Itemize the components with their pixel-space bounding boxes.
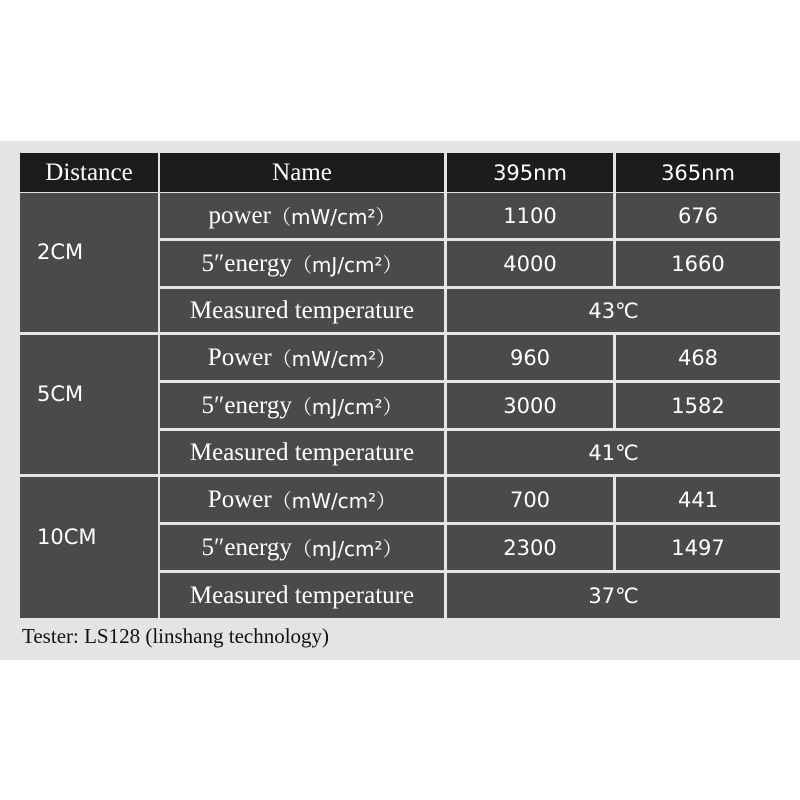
power-395-value: 1100 xyxy=(447,193,613,238)
energy-label-text: energy xyxy=(224,391,292,419)
power-label-text: Power xyxy=(207,343,272,371)
power-365-value: 676 xyxy=(616,193,780,238)
energy-label xyxy=(160,241,444,286)
energy-395-value: 2300 xyxy=(447,525,613,570)
distance-cell-2cm: 2CM xyxy=(20,193,158,332)
energy-label xyxy=(160,525,444,570)
header-distance: Distance xyxy=(20,153,158,192)
energy-395-value: 4000 xyxy=(447,241,613,286)
distance-cell-5cm: 5CM xyxy=(20,335,158,474)
power-395-value: 960 xyxy=(447,335,613,380)
power-label xyxy=(160,335,444,380)
energy-unit: （mJ/cm²） xyxy=(291,537,403,561)
temperature-value: 37℃ xyxy=(447,573,780,618)
power-365-value: 468 xyxy=(616,335,780,380)
distance-cell-10cm: 10CM xyxy=(20,477,158,618)
energy-prefix: 5″ xyxy=(201,391,225,419)
energy-unit: （mJ/cm²） xyxy=(291,253,403,277)
energy-label-text: energy xyxy=(224,533,292,561)
header-name: Name xyxy=(160,153,444,192)
header-395nm: 395nm xyxy=(447,153,613,192)
energy-365-value: 1660 xyxy=(616,241,780,286)
power-label xyxy=(160,193,444,238)
energy-365-value: 1497 xyxy=(616,525,780,570)
power-365-value: 441 xyxy=(616,477,780,522)
power-unit: （mW/cm²） xyxy=(270,205,396,229)
temperature-label: Measured temperature xyxy=(160,289,444,332)
temperature-label: Measured temperature xyxy=(160,573,444,618)
temperature-label: Measured temperature xyxy=(160,431,444,474)
header-365nm: 365nm xyxy=(616,153,780,192)
power-label-text: Power xyxy=(207,485,272,513)
energy-365-value: 1582 xyxy=(616,383,780,428)
energy-395-value: 3000 xyxy=(447,383,613,428)
temperature-value: 41℃ xyxy=(447,431,780,474)
energy-unit: （mJ/cm²） xyxy=(291,395,403,419)
power-395-value: 700 xyxy=(447,477,613,522)
tester-footnote: Tester: LS128 (linshang technology) xyxy=(22,624,330,648)
power-label-text: power xyxy=(208,201,271,229)
power-unit: （mW/cm²） xyxy=(271,489,397,513)
energy-label xyxy=(160,383,444,428)
power-label xyxy=(160,477,444,522)
energy-label-text: energy xyxy=(224,249,292,277)
energy-prefix: 5″ xyxy=(201,533,225,561)
power-unit: （mW/cm²） xyxy=(271,347,397,371)
energy-prefix: 5″ xyxy=(201,249,225,277)
temperature-value: 43℃ xyxy=(447,289,780,332)
